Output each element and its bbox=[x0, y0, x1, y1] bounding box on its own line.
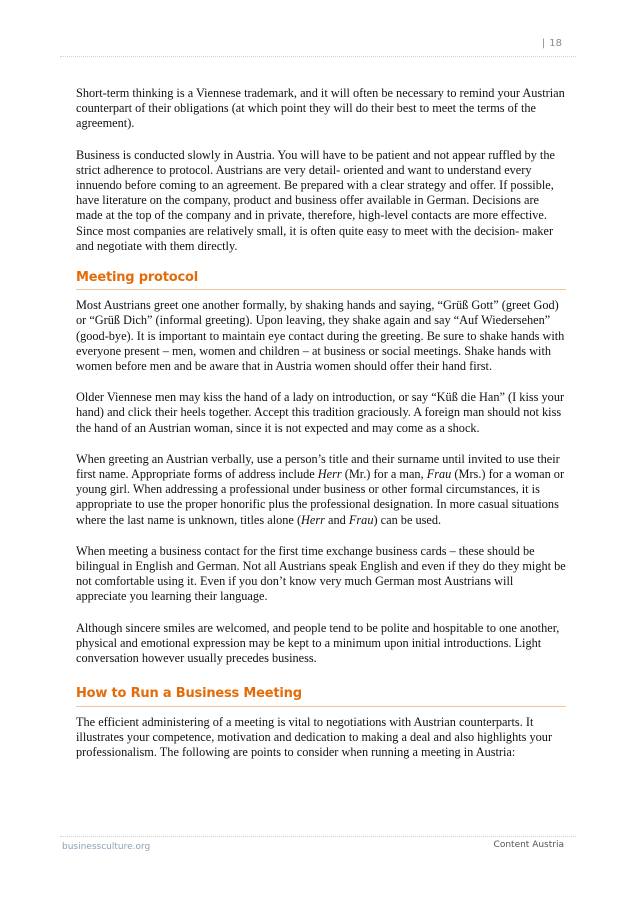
meeting-protocol-paragraph-4: When meeting a business contact for the first time exchange business cards – these should be bilingual in English and German. Not all Austrians speak English and even if they do they might be not comfortable using it. Even if you don’t know very much German most Austrians will appreciate you learning their language. bbox=[76, 543, 566, 604]
text-run: (Mrs.) for a woman or young girl. When addressing a professional under business or other formal circumstances, it is appropriate to use the proper honorific plus the professional designation. In more casual situations where the last name is unknown, titles alone ( bbox=[76, 467, 565, 527]
footer-site: businessculture.org bbox=[62, 842, 151, 852]
italic-term: Herr bbox=[317, 467, 342, 482]
italic-term: Frau bbox=[348, 512, 374, 527]
text-run: When greeting an Austrian verbally, use a person’s title and their surname until invited to use their first name. Appropriate forms of address include bbox=[76, 451, 560, 482]
text-run: and bbox=[324, 512, 349, 527]
meeting-protocol-paragraph-1: Most Austrians greet one another formally, by shaking hands and saying, “Grüß Gott” (greet God) or “Grüß Dich” (informal greeting). Upon leaving, they shake again and say “Auf Wiedersehen” (good-bye). It is important to maintain eye contact during the greeting. Be sure to shake hands with everyone present – men, women and children – at business or social meetings. Shake hands with women before men and be aware that in Austria women should offer their hand first. bbox=[76, 298, 565, 374]
meeting-protocol-paragraph-2: Older Viennese men may kiss the hand of a lady on introduction, or say “Küß die Han” (I kiss your hand) and click their heels together. Accept this tradition graciously. A foreign man should not kiss the hand of an Austrian woman, since it is not expected and may come as a shock. bbox=[76, 390, 565, 435]
header-rule bbox=[60, 56, 576, 57]
page-body bbox=[76, 86, 566, 760]
page-number: 18 bbox=[549, 38, 562, 49]
meeting-protocol-paragraph-5: Although sincere smiles are welcomed, and people tend to be polite and hospitable to one another, physical and emotional expression may be kept to a minimum upon initial introductions. Light conversation however usually precedes business. bbox=[76, 620, 560, 666]
section-heading-business-meeting: How to Run a Business Meeting bbox=[76, 686, 566, 706]
footer-title: Content Austria bbox=[493, 840, 564, 850]
header-divider: | bbox=[541, 38, 546, 49]
italic-term: Herr bbox=[301, 512, 325, 527]
intro-paragraph-2: Business is conducted slowly in Austria. You will have to be patient and not appear ruffled by the strict adherence to protocol. Austrians are very detail- oriented and want to understand every innuendo before coming to an agreement. Be prepared with a clear strategy and offer. If possible, have literature on the company, product and business offer available in German. Decisions are made at the top of the company and in private, therefore, high-level contacts are more effective. Since most companies are relatively small, it is often quite easy to meet with the decision- maker and negotiate with them directly. bbox=[76, 147, 555, 253]
page-header bbox=[542, 38, 562, 49]
text-run: (Mr.) for a man, bbox=[341, 467, 427, 482]
section-heading-meeting-protocol: Meeting protocol bbox=[76, 270, 566, 290]
business-meeting-paragraph-1: The efficient administering of a meeting is vital to negotiations with Austrian counterparts. It illustrates your competence, motivation and dedication to making a deal and also highlights your professionalism. The following are points to consider when running a meeting in Austria: bbox=[76, 714, 553, 759]
meeting-protocol-paragraph-3 bbox=[76, 452, 566, 528]
intro-paragraph-1: Short-term thinking is a Viennese trademark, and it will often be necessary to remind your Austrian counterpart of their obligations (at which point they will do their best to meet the terms of the agreement). bbox=[76, 86, 565, 131]
text-run: ) can be used. bbox=[373, 512, 442, 527]
italic-term: Frau bbox=[426, 467, 452, 482]
footer-rule bbox=[60, 836, 576, 837]
